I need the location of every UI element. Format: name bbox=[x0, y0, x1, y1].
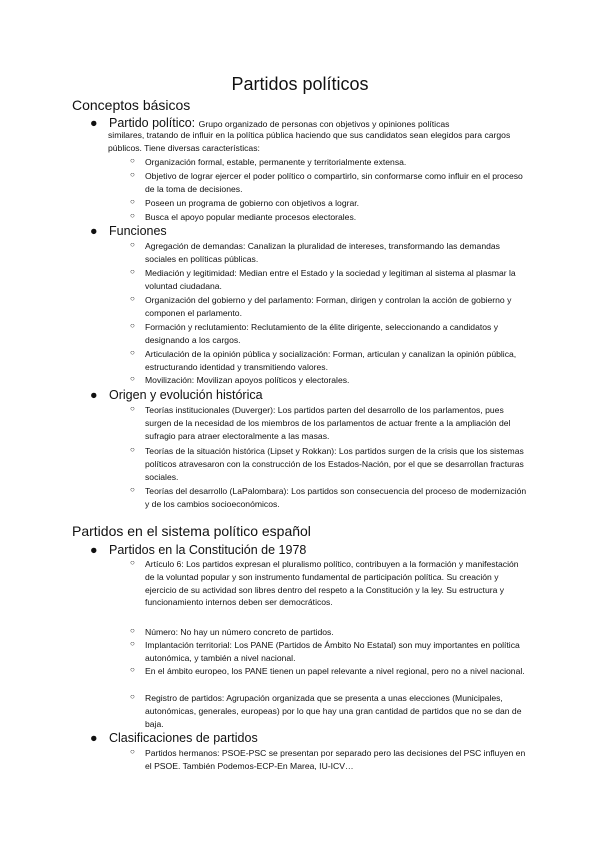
section-heading-conceptos: Conceptos básicos bbox=[72, 97, 191, 113]
circle-bullet-icon: ○ bbox=[130, 348, 135, 357]
bullet-icon: ● bbox=[90, 116, 98, 130]
page-title: Partidos políticos bbox=[231, 74, 369, 94]
sub-item: ○ En el ámbito europeo, los PANE tienen un papel relevante a nivel regional, pero no a nivel nacional. bbox=[130, 665, 525, 676]
bullet-icon: ● bbox=[90, 543, 98, 557]
circle-bullet-icon: ○ bbox=[130, 485, 135, 494]
sub-item: ○ Formación y reclutamiento: Reclutamiento de la élite dirigente, seleccionando a candidatos y designando a los cargos. bbox=[130, 321, 499, 345]
bullet-icon: ● bbox=[90, 388, 98, 402]
circle-bullet-icon: ○ bbox=[130, 692, 135, 701]
section-heading-sistema-espanol: Partidos en el sistema político español bbox=[72, 523, 311, 539]
sub-item: ○ Busca el apoyo popular mediante procesos electorales. bbox=[130, 211, 357, 222]
document-page: Partidos políticos Conceptos básicos ● Partido político: Grupo organizado de personas con objetivos y opiniones políticas similares, tratando de influir en la política pública haciendo que sus candidatos sean elegidos para cargos públicos. Tiene diversas características: ○ Organización formal, estable, permanente y territorialmente extensa. ○ Objetivo de lograr ejercer el poder político o compartirlo, sin conformarse como influir en el proceso de la toma de decisiones. ○ Poseen un programa de gobierno con objetivos a lograr. ○ Busca el apoyo popular mediante procesos electorales. ● Funciones ○ Agregación de demandas: Canalizan la pluralidad de intereses, transformando las demandas sociales en políticas públicas. ○ Mediación y legitimidad: Median entre el Estado y la sociedad y legitiman al sistema al plasmar la voluntad ciudadana. ○ Organización del gobierno y del parlamento: Forman, dirigen y controlan la acción de gobierno y componen el parlamento. ○ Formación y reclutamiento: Reclutamiento de la élite dirigente, seleccionando a candidatos y designando a los cargos. ○ Articulación de la opinión pública y socialización: Forman, articulan y canalizan la opinión pública, estructurando identidad y transmitiendo valores. ○ Movilización: Movilizan apoyos políticos y electorales. ● Origen y evolución histórica ○ Teorías institucionales (Duverger): Los partidos parten del desarrollo de los parlamentos, pues surgen de la necesidad de los miembros de los parlamentos de actuar frente a la ampliación del sufragio para atraer electoralmente a las masas. ○ Teorías de la situación histórica (Lipset y Rokkan): Los partidos surgen de la crisis que los sistemas políticos atravesaron con la construcción de los Estados-Nación, por el que se desarrollan fracturas sociales. ○ Teorías del desarrollo (LaPalombara): Los partidos son consecuencia del proceso de modernización y de los cambios socioeconómicos. Partidos en el sistema político español ● Partidos en la Constitución de 1978 ○ Artículo 6: Los partidos expresan el pluralismo político, contribuyen a la formación y manifestación de la voluntad popular y son instrumento fundamental de participación política. Su creación y ejercicio de su actividad son libres dentro del respeto a la Constitución y la ley. Su estructura y funcionamiento internos deben ser democráticos. ○ Número: No hay un número concreto de partidos. ○ Implantación territorial: Los PANE (Partidos de Ámbito No Estatal) son muy importantes en política autonómica, y también a nivel nacional. ○ En el ámbito europeo, los PANE tienen un papel relevante a nivel regional, pero no a nivel nacional. ○ Registro de partidos: Agrupación organizada que se presenta a unas elecciones (Municipales, autonómicas, generales, europeas) por lo que hay una gran cantidad de partidos que no se dan de baja. ● Clasificaciones de partidos ○ Partidos hermanos: PSOE-PSC se presentan por separado pero las decisiones del PSC influyen en el PSOE. También Podemos-ECP-En Marea, IU-ICV… bbox=[0, 0, 600, 848]
sub-item: ○ Poseen un programa de gobierno con objetivos a lograr. bbox=[130, 197, 360, 208]
sub-item: ○ Partidos hermanos: PSOE-PSC se presentan por separado pero las decisiones del PSC influyen en el PSOE. También Podemos-ECP-En Marea, IU-ICV… bbox=[130, 747, 526, 771]
sub-item: ○ Número: No hay un número concreto de partidos. bbox=[130, 626, 334, 637]
circle-bullet-icon: ○ bbox=[130, 404, 135, 413]
sub-item: ○ Mediación y legitimidad: Median entre el Estado y la sociedad y legitiman al sistema al plasmar la voluntad ciudadana. bbox=[130, 267, 516, 291]
sub-item: ○ Teorías institucionales (Duverger): Los partidos parten del desarrollo de los parlamentos, pues surgen de la necesidad de los miembros de los parlamentos de actuar frente a la ampliación del sufragio para atraer electoralmente a las masas. bbox=[130, 404, 511, 441]
bullet-icon: ● bbox=[90, 224, 98, 238]
bullet-icon: ● bbox=[90, 731, 98, 745]
circle-bullet-icon: ○ bbox=[130, 170, 135, 179]
circle-bullet-icon: ○ bbox=[130, 626, 135, 635]
sub-item: ○ Objetivo de lograr ejercer el poder político o compartirlo, sin conformarse como influir en el proceso de la toma de decisiones. bbox=[130, 170, 523, 194]
circle-bullet-icon: ○ bbox=[130, 747, 135, 756]
sub-item: ○ Movilización: Movilizan apoyos políticos y electorales. bbox=[130, 374, 350, 385]
sub-item: ○ Organización formal, estable, permanente y territorialmente extensa. bbox=[130, 156, 407, 167]
circle-bullet-icon: ○ bbox=[130, 294, 135, 303]
sub-item: ○ Organización del gobierno y del parlamento: Forman, dirigen y controlan la acción de gobierno y componen el parlamento. bbox=[130, 294, 512, 318]
item-continuation: similares, tratando de influir en la política pública haciendo que sus candidatos sean elegidos para cargos públicos. Tiene diversas características: bbox=[108, 130, 511, 153]
circle-bullet-icon: ○ bbox=[130, 665, 135, 674]
sub-item: ○ Teorías de la situación histórica (Lipset y Rokkan): Los partidos surgen de la crisis que los sistemas políticos atravesaron con la construcción de los Estados-Nación, por el que se desarrollan fracturas sociales. bbox=[130, 445, 524, 482]
sub-item: ○ Articulación de la opinión pública y socialización: Forman, articulan y canalizan la opinión pública, estructurando identidad y transmitiendo valores. bbox=[130, 348, 517, 372]
item-lead: Grupo organizado de personas con objetivos y opiniones políticas bbox=[198, 119, 450, 129]
circle-bullet-icon: ○ bbox=[130, 211, 135, 220]
circle-bullet-icon: ○ bbox=[130, 197, 135, 206]
sub-item: ○ Artículo 6: Los partidos expresan el pluralismo político, contribuyen a la formación y manifestación de la voluntad popular y son instrumento fundamental de participación política. Su creación y ejercicio de su actividad son libres dentro del respeto a la Constitución y la ley. Su estructura y funcionamiento internos deben ser democráticos. bbox=[130, 558, 519, 608]
circle-bullet-icon: ○ bbox=[130, 445, 135, 454]
sub-item: ○ Implantación territorial: Los PANE (Partidos de Ámbito No Estatal) son muy importantes en política autonómica, y también a nivel nacional. bbox=[130, 639, 520, 663]
circle-bullet-icon: ○ bbox=[130, 558, 135, 567]
circle-bullet-icon: ○ bbox=[130, 321, 135, 330]
item-label: Partido político: bbox=[109, 116, 196, 130]
circle-bullet-icon: ○ bbox=[130, 240, 135, 249]
circle-bullet-icon: ○ bbox=[130, 267, 135, 276]
sub-item: ○ Teorías del desarrollo (LaPalombara): Los partidos son consecuencia del proceso de modernización y de los cambios socioeconómicos. bbox=[130, 485, 527, 509]
circle-bullet-icon: ○ bbox=[130, 374, 135, 383]
circle-bullet-icon: ○ bbox=[130, 639, 135, 648]
sub-item: ○ Registro de partidos: Agrupación organizada que se presenta a unas elecciones (Municipales, autonómicas, generales, europeas) por lo que hay una gran cantidad de partidos que no se dan de baja. bbox=[130, 692, 522, 729]
sub-item: ○ Agregación de demandas: Canalizan la pluralidad de intereses, transformando las demandas sociales en políticas públicas. bbox=[130, 240, 500, 264]
circle-bullet-icon: ○ bbox=[130, 156, 135, 165]
